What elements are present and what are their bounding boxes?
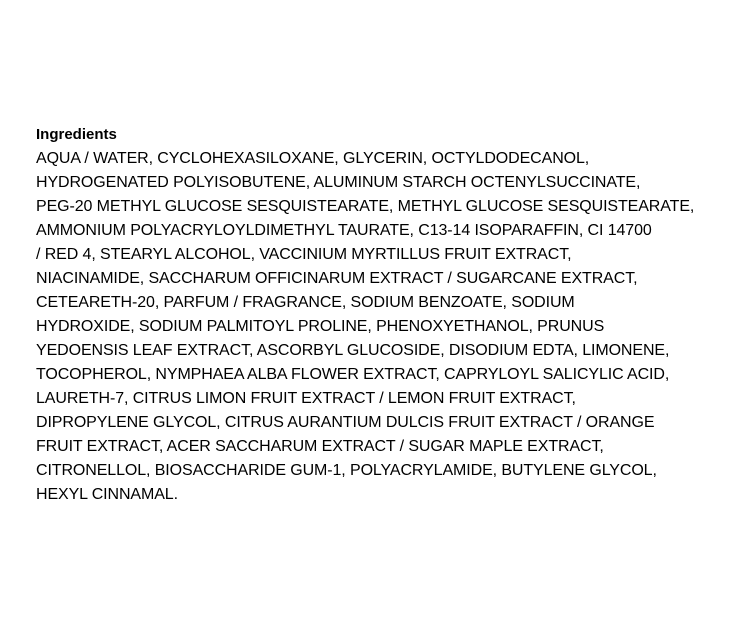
- ingredients-line: LAURETH-7, CITRUS LIMON FRUIT EXTRACT / LEMON FRUIT EXTRACT,: [36, 390, 576, 407]
- ingredients-line: FRUIT EXTRACT, ACER SACCHARUM EXTRACT / SUGAR MAPLE EXTRACT,: [36, 438, 604, 455]
- ingredients-line: HYDROXIDE, SODIUM PALMITOYL PROLINE, PHENOXYETHANOL, PRUNUS: [36, 318, 605, 335]
- ingredients-line: AQUA / WATER, CYCLOHEXASILOXANE, GLYCERIN, OCTYLDODECANOL,: [36, 150, 590, 167]
- ingredients-line: DIPROPYLENE GLYCOL, CITRUS AURANTIUM DULCIS FRUIT EXTRACT / ORANGE: [36, 414, 655, 431]
- ingredients-line: NIACINAMIDE, SACCHARUM OFFICINARUM EXTRACT / SUGARCANE EXTRACT,: [36, 270, 638, 287]
- ingredients-line: TOCOPHEROL, NYMPHAEA ALBA FLOWER EXTRACT, CAPRYLOYL SALICYLIC ACID,: [36, 366, 670, 383]
- ingredients-section: [36, 123, 726, 507]
- ingredients-line: PEG-20 METHYL GLUCOSE SESQUISTEARATE, METHYL GLUCOSE SESQUISTEARATE,: [36, 198, 695, 215]
- ingredients-list: [36, 147, 726, 507]
- ingredients-line: / RED 4, STEARYL ALCOHOL, VACCINIUM MYRTILLUS FRUIT EXTRACT,: [36, 246, 572, 263]
- ingredients-line: HEXYL CINNAMAL.: [36, 486, 178, 503]
- ingredients-line: CETEARETH-20, PARFUM / FRAGRANCE, SODIUM BENZOATE, SODIUM: [36, 294, 575, 311]
- ingredients-line: CITRONELLOL, BIOSACCHARIDE GUM-1, POLYACRYLAMIDE, BUTYLENE GLYCOL,: [36, 462, 657, 479]
- ingredients-line: AMMONIUM POLYACRYLOYLDIMETHYL TAURATE, C13-14 ISOPARAFFIN, CI 14700: [36, 222, 652, 239]
- ingredients-line: YEDOENSIS LEAF EXTRACT, ASCORBYL GLUCOSIDE, DISODIUM EDTA, LIMONENE,: [36, 342, 670, 359]
- ingredients-line: HYDROGENATED POLYISOBUTENE, ALUMINUM STARCH OCTENYLSUCCINATE,: [36, 174, 641, 191]
- ingredients-heading: Ingredients: [36, 126, 117, 143]
